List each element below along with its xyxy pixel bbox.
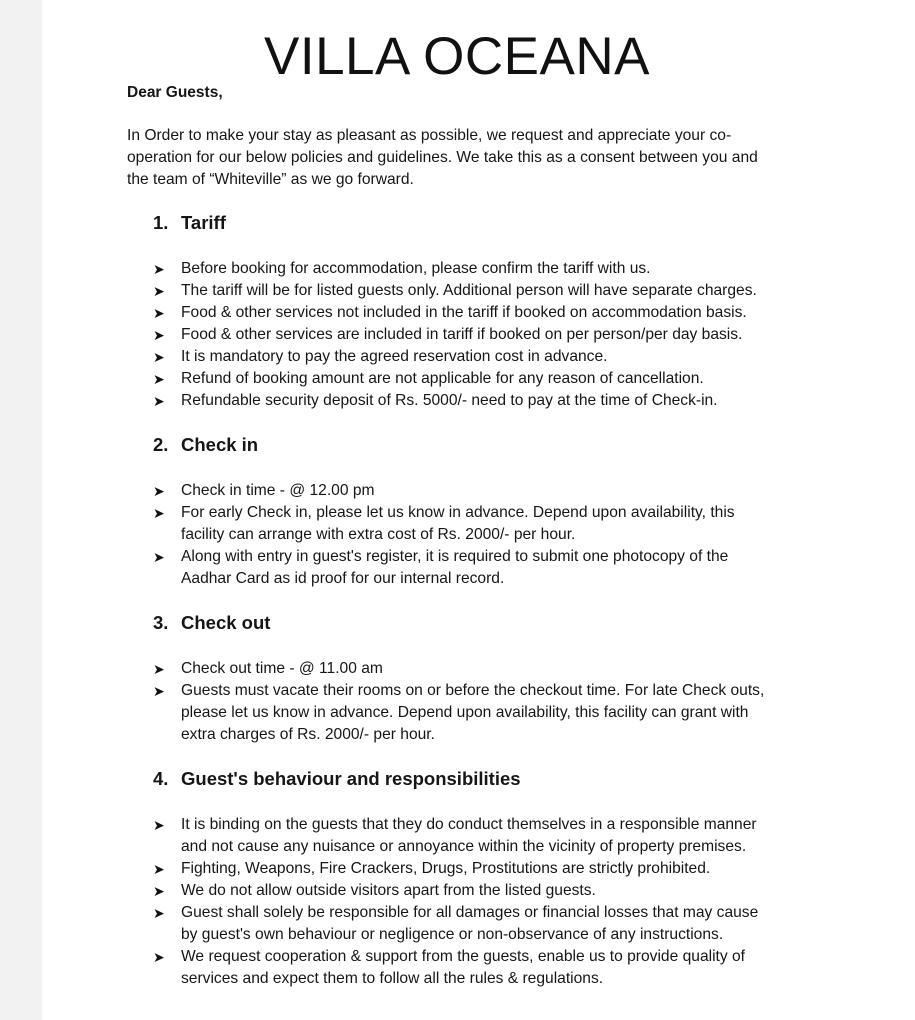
arrow-bullet-icon: ➤ <box>153 661 165 677</box>
arrow-bullet-icon: ➤ <box>153 949 165 965</box>
section-number: 3. <box>153 612 169 633</box>
policy-item <box>153 814 863 858</box>
intro-line: the team of “Whiteville” as we go forward. <box>127 171 414 188</box>
policy-item-text: Check out time - @ 11.00 am <box>181 660 383 677</box>
policy-item <box>153 480 863 502</box>
policy-item-text: Refund of booking amount are not applicable for any reason of cancellation. <box>181 370 704 387</box>
policy-item-text: We do not allow outside visitors apart from the listed guests. <box>181 882 596 899</box>
section-title: Check out <box>181 612 271 633</box>
arrow-bullet-icon: ➤ <box>153 905 165 921</box>
policy-item-text: We request cooperation & support from the guests, enable us to provide quality of <box>181 948 746 965</box>
arrow-bullet-icon: ➤ <box>153 305 165 321</box>
policy-item <box>153 946 863 990</box>
policy-item <box>153 368 863 390</box>
tariff-list <box>153 258 863 412</box>
section-heading-tariff <box>153 212 226 234</box>
intro-line: In Order to make your stay as pleasant as possible, we request and appreciate your co- <box>127 127 732 144</box>
policy-item <box>153 280 863 302</box>
intro-paragraph <box>127 125 862 191</box>
arrow-bullet-icon: ➤ <box>153 261 165 277</box>
section-heading-check-out <box>153 612 270 634</box>
policy-item-text: Fighting, Weapons, Fire Crackers, Drugs, Prostitutions are strictly prohibited. <box>181 860 711 877</box>
policy-item <box>153 390 863 412</box>
policy-item-text: For early Check in, please let us know in advance. Depend upon availability, this <box>181 504 735 521</box>
check-in-list <box>153 480 863 590</box>
arrow-bullet-icon: ➤ <box>153 817 165 833</box>
policy-item-text: It is binding on the guests that they do conduct themselves in a responsible manner <box>181 816 757 833</box>
policy-item <box>153 302 863 324</box>
policy-item <box>153 546 863 590</box>
policy-item <box>153 502 863 546</box>
policy-item <box>153 346 863 368</box>
policy-item-text: The tariff will be for listed guests only. Additional person will have separate charges. <box>181 282 757 299</box>
policy-item-text: extra charges of Rs. 2000/- per hour. <box>181 726 435 743</box>
arrow-bullet-icon: ➤ <box>153 349 165 365</box>
policy-item-text: please let us know in advance. Depend upon availability, this facility can grant with <box>181 704 749 721</box>
policy-item <box>153 324 863 346</box>
policy-item-text: Along with entry in guest's register, it is required to submit one photocopy of the <box>181 548 729 565</box>
policy-item <box>153 858 863 880</box>
arrow-bullet-icon: ➤ <box>153 683 165 699</box>
section-heading-guest-behaviour <box>153 768 521 790</box>
policy-item-text: It is mandatory to pay the agreed reservation cost in advance. <box>181 348 608 365</box>
policy-item <box>153 658 863 680</box>
arrow-bullet-icon: ➤ <box>153 483 165 499</box>
policy-item-text: and not cause any nuisance or annoyance within the vicinity of property premises. <box>181 838 747 855</box>
greeting: Dear Guests, <box>127 84 223 101</box>
arrow-bullet-icon: ➤ <box>153 393 165 409</box>
policy-item <box>153 902 863 946</box>
arrow-bullet-icon: ➤ <box>153 861 165 877</box>
section-title: Guest's behaviour and responsibilities <box>181 768 521 789</box>
section-number: 4. <box>153 768 169 789</box>
policy-item-text: Check in time - @ 12.00 pm <box>181 482 375 499</box>
policy-item-text: Guest shall solely be responsible for all damages or financial losses that may cause <box>181 904 759 921</box>
policy-item <box>153 680 863 746</box>
policy-item-text: by guest's own behaviour or negligence or non-observance of any instructions. <box>181 926 724 943</box>
section-title: Tariff <box>181 212 226 233</box>
arrow-bullet-icon: ➤ <box>153 283 165 299</box>
policy-item-text: Guests must vacate their rooms on or before the checkout time. For late Check outs, <box>181 682 765 699</box>
policy-item-text: Food & other services are included in tariff if booked on per person/per day basis. <box>181 326 743 343</box>
policy-item <box>153 880 863 902</box>
policy-item-text: Food & other services not included in the tariff if booked on accommodation basis. <box>181 304 747 321</box>
check-out-list <box>153 658 863 746</box>
section-number: 1. <box>153 212 169 233</box>
policy-item <box>153 258 863 280</box>
policy-item-text: Aadhar Card as id proof for our internal record. <box>181 570 505 587</box>
arrow-bullet-icon: ➤ <box>153 371 165 387</box>
document-title: VILLA OCEANA <box>264 27 651 86</box>
arrow-bullet-icon: ➤ <box>153 549 165 565</box>
policy-item-text: Refundable security deposit of Rs. 5000/- need to pay at the time of Check-in. <box>181 392 718 409</box>
intro-line: operation for our below policies and guidelines. We take this as a consent between you and <box>127 149 758 166</box>
guest-behaviour-list <box>153 814 863 990</box>
policy-item-text: services and expect them to follow all the rules & regulations. <box>181 970 604 987</box>
arrow-bullet-icon: ➤ <box>153 327 165 343</box>
policy-item-text: facility can arrange with extra cost of Rs. 2000/- per hour. <box>181 526 576 543</box>
policy-item-text: Before booking for accommodation, please confirm the tariff with us. <box>181 260 651 277</box>
section-title: Check in <box>181 434 259 455</box>
section-number: 2. <box>153 434 169 455</box>
arrow-bullet-icon: ➤ <box>153 883 165 899</box>
section-heading-check-in <box>153 434 258 456</box>
arrow-bullet-icon: ➤ <box>153 505 165 521</box>
